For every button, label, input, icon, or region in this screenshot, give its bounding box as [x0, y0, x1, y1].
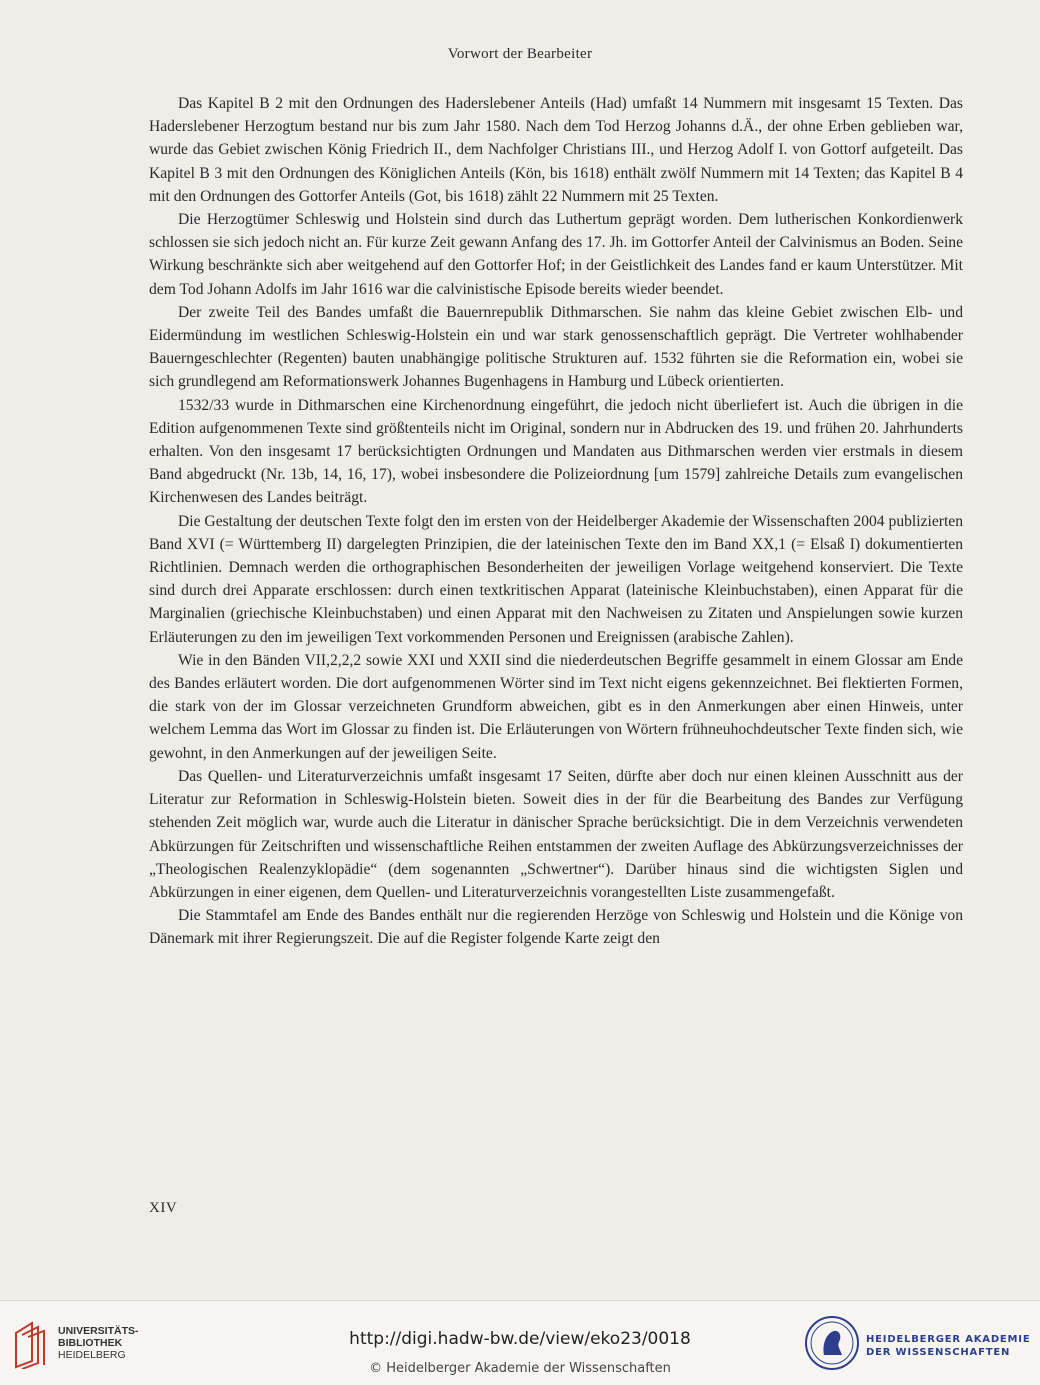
body-text [149, 92, 963, 951]
paragraph: Das Kapitel B 2 mit den Ordnungen des Haderslebener Anteils (Had) umfaßt 14 Nummern mit insgesamt 15 Texten. Das Haderslebener Herzogtum bestand nur bis zum Jahr 1580. Nach dem Tod Herzog Johanns d.Ä., der ohne Erben geblieben war, wurde das Gebiet zwischen König Friedrich II., dem Nachfolger Christians III., und Herzog Adolf I. von Gottorf aufgeteilt. Das Kapitel B 3 mit den Ordnungen des Königlichen Anteils (Kön, bis 1618) enthält zwölf Nummern mit 14 Texten; das Kapitel B 4 mit den Ordnungen des Gottorfer Anteils (Got, bis 1618) zählt 22 Nummern mit 25 Texten. [149, 95, 963, 205]
library-logo-line: BIBLIOTHEK [58, 1337, 123, 1349]
copyright-notice: © Heidelberger Akademie der Wissenschaften [369, 1361, 671, 1376]
running-header: Vorwort der Bearbeiter [447, 46, 593, 62]
library-logo-line: UNIVERSITÄTS- [58, 1325, 139, 1337]
viewer-footer [0, 1300, 1040, 1385]
page-number: XIV [149, 1200, 178, 1216]
library-logo-line: HEIDELBERG [58, 1349, 126, 1361]
paragraph: Das Quellen- und Literaturverzeichnis umfaßt insgesamt 17 Seiten, dürfte aber doch nur einen kleinen Ausschnitt aus der Literatur zur Reformation in Schleswig-Holstein bieten. Soweit dies in der für die Bearbeitung des Bandes zur Verfügung stehenden Zeit möglich war, wurde auch die Literatur in dänischer Sprache berücksichtigt. Die in dem Verzeichnis verwendeten Abkürzungen für Zeitschriften und wissenschaftliche Reihen entstammen der zweiten Auflage des Abkürzungsverzeichnisses der „Theologischen Realenzyklopädie“ (dem sogenannten „Schwertner“). Darüber hinaus sind die wichtigsten Siglen und Abkürzungen in einer eigenen, dem Quellen- und Literaturverzeichnis vorangestellten Liste zusammengefaßt. [149, 767, 963, 901]
paragraph: Die Gestaltung der deutschen Texte folgt den im ersten von der Heidelberger Akademie der Wissenschaften 2004 publizierten Band XVI (= Württemberg II) dargelegten Prinzipien, die der lateinischen Texte den im Band XX,1 (= Elsaß I) dokumentierten Richtlinien. Demnach werden die orthographischen Besonderheiten der jeweiligen Vorlage weitgehend konserviert. Die Texte sind durch drei Apparate erschlossen: durch einen textkritischen Apparat (lateinische Kleinbuchstaben), einen Apparat für die Marginalien (griechische Kleinbuchstaben) und einen Apparat mit den Nachweisen zu Zitaten und Anspielungen sowie kurzen Erläuterungen zu den im jeweiligen Text vorkommenden Personen und Ereignissen (arabische Zahlen). [149, 512, 963, 646]
paragraph: Die Stammtafel am Ende des Bandes enthält nur die regierenden Herzöge von Schleswig und Holstein und die Könige von Dänemark mit ihrer Regierungszeit. Die auf die Register folgende Karte zeigt den [149, 907, 963, 948]
paragraph: Wie in den Bänden VII,2,2,2 sowie XXI und XXII sind die niederdeutschen Begriffe gesammelt in einem Glossar am Ende des Bandes erläutert worden. Die dort aufgenommenen Wörter sind im Text nicht eigens gekennzeichnet. Bei flektierten Formen, die stark von der im Glossar verzeichneten Grundform abweichen, gibt es in den Anmerkungen aber einen Hinweis, unter welchem Lemma das Wort im Glossar zu finden ist. Die Erläuterungen von Wörtern frühneuhochdeutscher Texte finden sich, wie gewohnt, in den Anmerkungen auf der jeweiligen Seite. [149, 651, 963, 762]
paragraph: 1532/33 wurde in Dithmarschen eine Kirchenordnung eingeführt, die jedoch nicht überliefert ist. Auch die übrigen in die Edition aufgenommenen Texte sind größtenteils nicht im Original, sondern nur in Abdrucken des 19. und frühen 20. Jahrhunderts erhalten. Von den insgesamt 17 berücksichtigten Ordnungen und Mandaten aus Dithmarschen werden vier erstmals in diesem Band abgedruckt (Nr. 13b, 14, 16, 17), wobei insbesondere die Polizeiordnung [um 1579] zahlreiche Details zum evangelischen Kirchenwesen des Landes beiträgt. [149, 396, 963, 507]
permalink-url[interactable]: http://digi.hadw-bw.de/view/eko23/0018 [349, 1329, 691, 1349]
paragraph: Der zweite Teil des Bandes umfaßt die Bauernrepublik Dithmarschen. Sie nahm das kleine Gebiet zwischen Elb- und Eidermündung im westlichen Schleswig-Holstein ein und war stark genossenschaftlich geprägt. Die Vertreter wohlhabender Bauerngeschlechter (Regenten) bauten unabhängige politische Strukturen auf. 1532 führten sie die Reformation ein, wobei sie sich grundlegend am Reformationswerk Johannes Bugenhagens in Hamburg und Lübeck orientierten. [149, 303, 963, 391]
academy-seal-icon [804, 1315, 860, 1371]
academy-logo-line: HEIDELBERGER AKADEMIE [866, 1334, 1031, 1345]
paragraph: Die Herzogtümer Schleswig und Holstein sind durch das Luthertum geprägt worden. Dem lutherischen Konkordienwerk schlossen sie sich jedoch nicht an. Für kurze Zeit gewann Anfang des 17. Jh. im Gottorfer Anteil der Calvinismus an Boden. Seine Wirkung beschränkte sich aber weitgehend auf den Gottorfer Hof; in der Geistlichkeit des Landes fand er kaum Unterstützer. Mit dem Tod Johann Adolfs im Jahr 1616 war die calvinistische Episode bereits wieder beendet. [149, 211, 963, 298]
academy-logo-text [866, 1333, 1030, 1359]
academy-logo[interactable] [804, 1315, 1034, 1375]
academy-logo-line: DER WISSENSCHAFTEN [866, 1347, 1011, 1358]
